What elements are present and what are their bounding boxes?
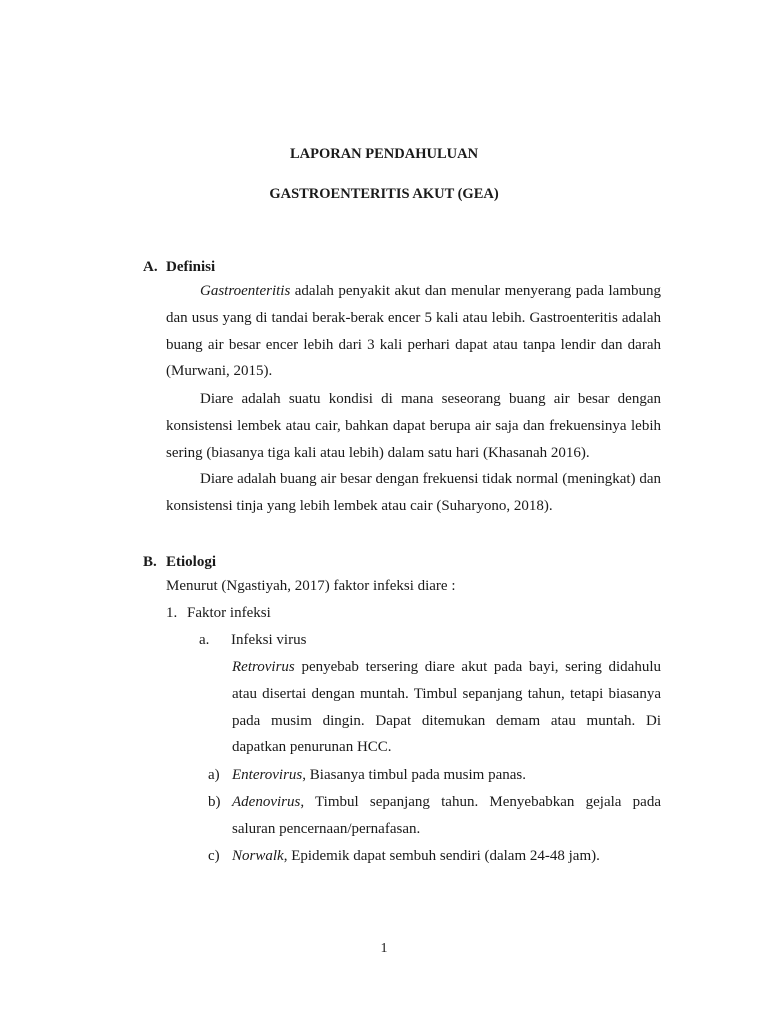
virus-item-term: Adenovirus [232, 794, 301, 810]
term-retrovirus: Retrovirus [232, 659, 295, 675]
virus-item [208, 762, 661, 789]
sub-item-a-number: a. [199, 632, 210, 648]
sub-item-a [199, 632, 306, 649]
page-number: 1 [380, 941, 388, 956]
virus-item-text: , Epidemik dapat sembuh sendiri (dalam 24-48 jam). [283, 848, 600, 864]
list-item-1-number: 1. [166, 605, 178, 621]
retrovirus-text: penyebab tersering diare akut pada bayi, sering didahulu atau disertai dengan muntah. Timbul sepanjang tahun, tetapi biasanya pada musim dingin. Dapat ditemukan demam atau muntah. Di dapatkan penurunan HCC. [232, 659, 661, 756]
virus-item-text: , Timbul sepanjang tahun. Menyebabkan gejala pada saluran pencernaan/pernafasan. [232, 794, 661, 837]
definition-paragraph-1-text: adalah penyakit akut dan menular menyerang pada lambung dan usus yang di tandai berak-berak encer 5 kali atau lebih. Gastroenteritis adalah buang air besar encer lebih dari 3 kali perhari dapat atau tanpa lendir dan darah (Murwani, 2015). [166, 283, 661, 380]
section-b-heading [143, 554, 216, 571]
virus-item [208, 789, 661, 843]
definition-paragraph-3: Diare adalah buang air besar dengan frekuensi tidak normal (meningkat) dan konsistensi tinja yang lebih lembek atau cair (Suharyono, 2018). [166, 471, 661, 514]
list-item-1-text: Faktor infeksi [187, 605, 271, 621]
section-a-heading [143, 259, 215, 276]
document-subtitle: GASTROENTERITIS AKUT (GEA) [269, 186, 499, 202]
term-gastroenteritis: Gastroenteritis [200, 283, 291, 299]
virus-item [208, 843, 661, 870]
section-a-title: Definisi [166, 259, 216, 275]
virus-item-term: Norwalk [232, 848, 284, 864]
etiology-intro: Menurut (Ngastiyah, 2017) faktor infeksi diare : [166, 578, 456, 594]
definition-paragraph-2: Diare adalah suatu kondisi di mana seseorang buang air besar dengan konsistensi lembek atau cair, bahkan dapat berupa air saja dan frekuensinya lebih sering (biasanya tiga kali atau lebih) dalam satu hari (Khasanah 2016). [166, 391, 661, 461]
list-item-1 [166, 605, 271, 622]
section-b-title: Etiologi [166, 554, 217, 570]
virus-item-term: Enterovirus [232, 767, 303, 783]
definition-paragraph-1 [166, 278, 661, 385]
section-a-number: A. [143, 259, 158, 275]
sub-item-a-text: Infeksi virus [231, 632, 307, 648]
retrovirus-paragraph [232, 654, 661, 761]
virus-item-label: b) [208, 794, 221, 810]
document-title: LAPORAN PENDAHULUAN [289, 146, 479, 162]
section-b-number: B. [143, 554, 157, 570]
virus-item-label: a) [208, 767, 220, 783]
virus-item-label: c) [208, 848, 220, 864]
virus-item-text: , Biasanya timbul pada musim panas. [302, 767, 526, 783]
